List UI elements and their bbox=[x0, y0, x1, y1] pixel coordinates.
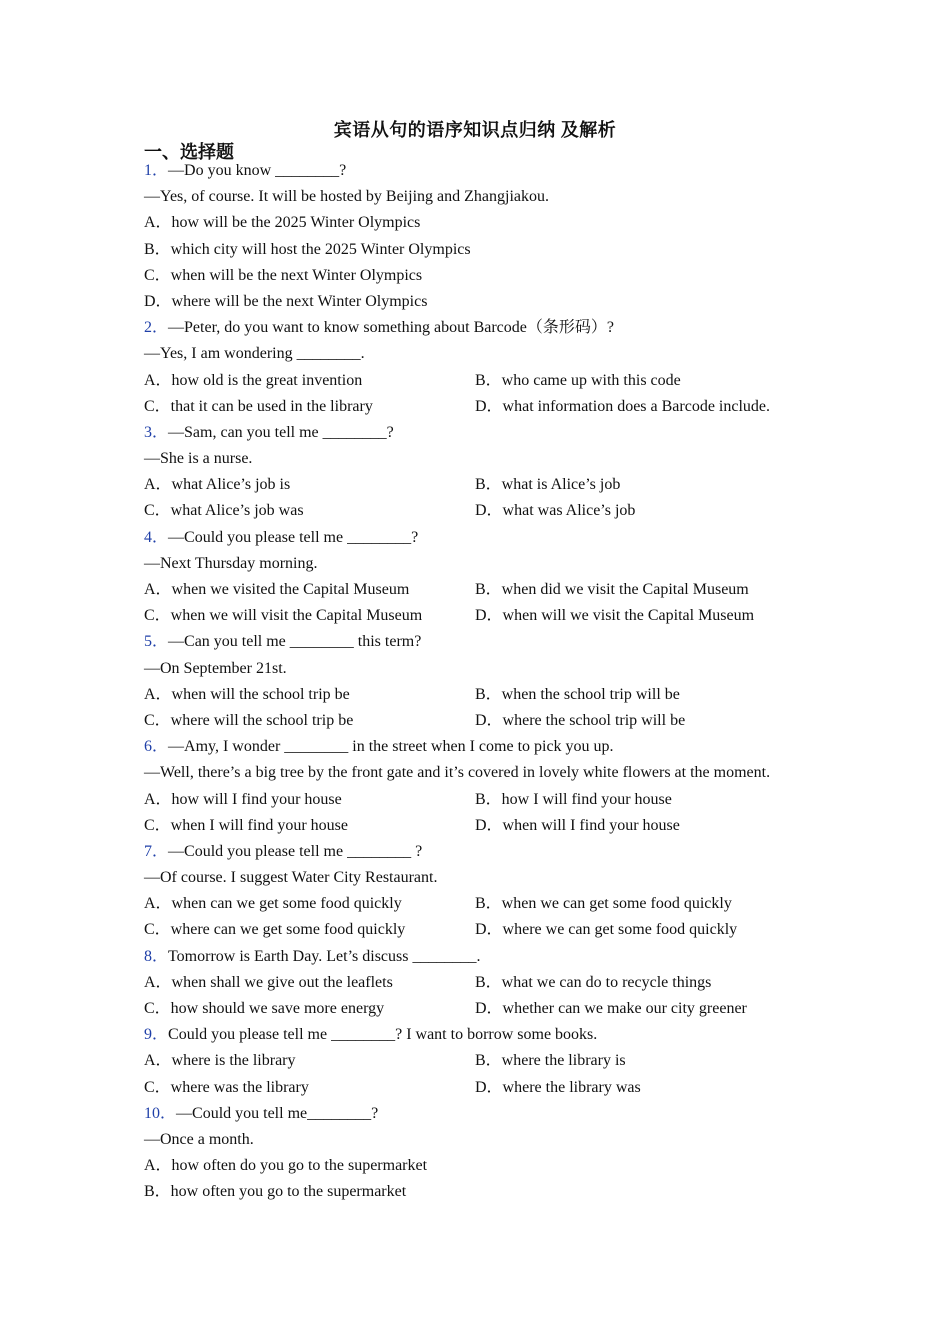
question-number: 7． bbox=[144, 842, 169, 860]
question-text: Tomorrow is Earth Day. Let’s discuss ________. bbox=[168, 947, 481, 965]
question-stem bbox=[144, 525, 844, 551]
question-reply: —Once a month. bbox=[144, 1130, 254, 1148]
question-text: Could you please tell me ________? I want to borrow some books. bbox=[168, 1026, 598, 1044]
option-row bbox=[144, 813, 844, 839]
question-stem bbox=[144, 944, 844, 970]
answer-option: A．when shall we give out the leaflets bbox=[144, 973, 393, 991]
question-list bbox=[144, 158, 844, 1206]
option-row bbox=[144, 603, 844, 629]
question-text: —Amy, I wonder ________ in the street when I come to pick you up. bbox=[168, 738, 614, 756]
option-row bbox=[144, 682, 844, 708]
answer-option: A．when will the school trip be bbox=[144, 685, 350, 703]
question-text: —Peter, do you want to know something about Barcode（条形码）? bbox=[168, 319, 614, 337]
question-reply: —Of course. I suggest Water City Restaurant. bbox=[144, 869, 438, 887]
answer-option: D．where the school trip will be bbox=[475, 711, 686, 729]
answer-option: C．what Alice’s job was bbox=[144, 502, 304, 520]
option-row bbox=[144, 891, 844, 917]
answer-option: B．how I will find your house bbox=[475, 790, 672, 808]
question-stem bbox=[144, 734, 844, 760]
document-title: 宾语从句的语序知识点归纳 及解析 bbox=[333, 120, 617, 140]
option-row bbox=[144, 917, 844, 943]
question-item bbox=[144, 734, 844, 839]
question-reply: —Yes, I am wondering ________. bbox=[144, 345, 365, 363]
answer-option: C．when will be the next Winter Olympics bbox=[144, 266, 423, 284]
answer-option: D．what information does a Barcode include. bbox=[475, 397, 771, 415]
question-stem bbox=[144, 1022, 844, 1048]
question-number: 1． bbox=[144, 162, 169, 179]
option-row bbox=[144, 1048, 844, 1074]
answer-option: C．where will the school trip be bbox=[144, 711, 354, 729]
question-number: 8． bbox=[144, 947, 169, 965]
answer-option: A．where is the library bbox=[144, 1052, 296, 1070]
answer-option: D．whether can we make our city greener bbox=[475, 1000, 747, 1017]
question-item bbox=[144, 1101, 844, 1206]
answer-option: D．what was Alice’s job bbox=[475, 502, 636, 520]
answer-option: B．when the school trip will be bbox=[475, 685, 680, 703]
question-reply: —Well, there’s a big tree by the front gate and it’s covered in lovely white flowers at the moment. bbox=[144, 764, 771, 782]
question-item bbox=[144, 525, 844, 630]
answer-option: B．who came up with this code bbox=[475, 371, 681, 389]
answer-option: C．where can we get some food quickly bbox=[144, 921, 406, 939]
question-stem bbox=[144, 158, 844, 184]
question-item bbox=[144, 629, 844, 734]
question-stem bbox=[144, 1101, 844, 1127]
question-stem bbox=[144, 629, 844, 655]
question-number: 6． bbox=[144, 738, 169, 756]
answer-option: C．when I will find your house bbox=[144, 816, 348, 834]
question-stem bbox=[144, 420, 844, 446]
answer-option: A．when we visited the Capital Museum bbox=[144, 581, 410, 598]
question-item bbox=[144, 158, 844, 315]
answer-option: A．how will be the 2025 Winter Olympics bbox=[144, 214, 421, 232]
question-item bbox=[144, 315, 844, 420]
option-row bbox=[144, 787, 844, 813]
option-row bbox=[144, 708, 844, 734]
question-number: 3． bbox=[144, 423, 169, 441]
question-number: 10． bbox=[144, 1104, 177, 1122]
option-row bbox=[144, 394, 844, 420]
question-text: —Could you tell me________? bbox=[176, 1104, 379, 1122]
question-stem bbox=[144, 315, 844, 341]
answer-option: D．where will be the next Winter Olympics bbox=[144, 292, 428, 310]
answer-option: C．that it can be used in the library bbox=[144, 397, 373, 415]
question-reply: —Next Thursday morning. bbox=[144, 554, 318, 572]
answer-option: D．when will we visit the Capital Museum bbox=[475, 607, 755, 625]
question-number: 5． bbox=[144, 633, 169, 651]
option-row bbox=[144, 368, 844, 394]
question-item bbox=[144, 1022, 844, 1101]
answer-option: D．when will I find your house bbox=[475, 816, 680, 834]
question-item bbox=[144, 839, 844, 944]
answer-option: B．what is Alice’s job bbox=[475, 476, 621, 494]
question-item bbox=[144, 420, 844, 525]
question-number: 9． bbox=[144, 1026, 169, 1044]
answer-option: B．when we can get some food quickly bbox=[475, 895, 732, 913]
answer-option: C．where was the library bbox=[144, 1078, 309, 1096]
answer-option: B．what we can do to recycle things bbox=[475, 973, 712, 991]
question-number: 2． bbox=[144, 319, 169, 337]
option-row bbox=[144, 498, 844, 524]
answer-option: A．how old is the great invention bbox=[144, 371, 363, 389]
answer-option: A．when can we get some food quickly bbox=[144, 895, 402, 913]
answer-option: A．what Alice’s job is bbox=[144, 476, 291, 494]
question-reply: —She is a nurse. bbox=[144, 450, 253, 468]
answer-option: D．where the library was bbox=[475, 1078, 641, 1096]
question-reply: —On September 21st. bbox=[144, 659, 287, 677]
answer-option: B．how often you go to the supermarket bbox=[144, 1183, 407, 1201]
question-stem bbox=[144, 839, 844, 865]
question-number: 4． bbox=[144, 528, 169, 546]
question-text: —Sam, can you tell me ________? bbox=[168, 423, 394, 441]
question-text: —Do you know ________? bbox=[168, 162, 347, 179]
answer-option: C．when we will visit the Capital Museum bbox=[144, 607, 423, 625]
question-text: —Can you tell me ________ this term? bbox=[168, 633, 422, 651]
option-row bbox=[144, 996, 844, 1022]
option-row bbox=[144, 1075, 844, 1101]
answer-option: A．how will I find your house bbox=[144, 790, 342, 808]
option-row bbox=[144, 970, 844, 996]
question-item bbox=[144, 944, 844, 1023]
question-reply: —Yes, of course. It will be hosted by Beijing and Zhangjiakou. bbox=[144, 188, 549, 206]
answer-option: C．how should we save more energy bbox=[144, 1000, 385, 1017]
answer-option: B．which city will host the 2025 Winter Olympics bbox=[144, 240, 471, 258]
section-heading: 一、选择题 bbox=[144, 142, 234, 162]
answer-option: B．where the library is bbox=[475, 1052, 626, 1070]
question-text: —Could you please tell me ________? bbox=[168, 528, 419, 546]
question-text: —Could you please tell me ________ ? bbox=[168, 842, 423, 860]
answer-option: A．how often do you go to the supermarket bbox=[144, 1157, 428, 1175]
answer-option: B．when did we visit the Capital Museum bbox=[475, 581, 749, 598]
answer-option: D．where we can get some food quickly bbox=[475, 921, 738, 939]
option-row bbox=[144, 577, 844, 603]
option-row bbox=[144, 472, 844, 498]
